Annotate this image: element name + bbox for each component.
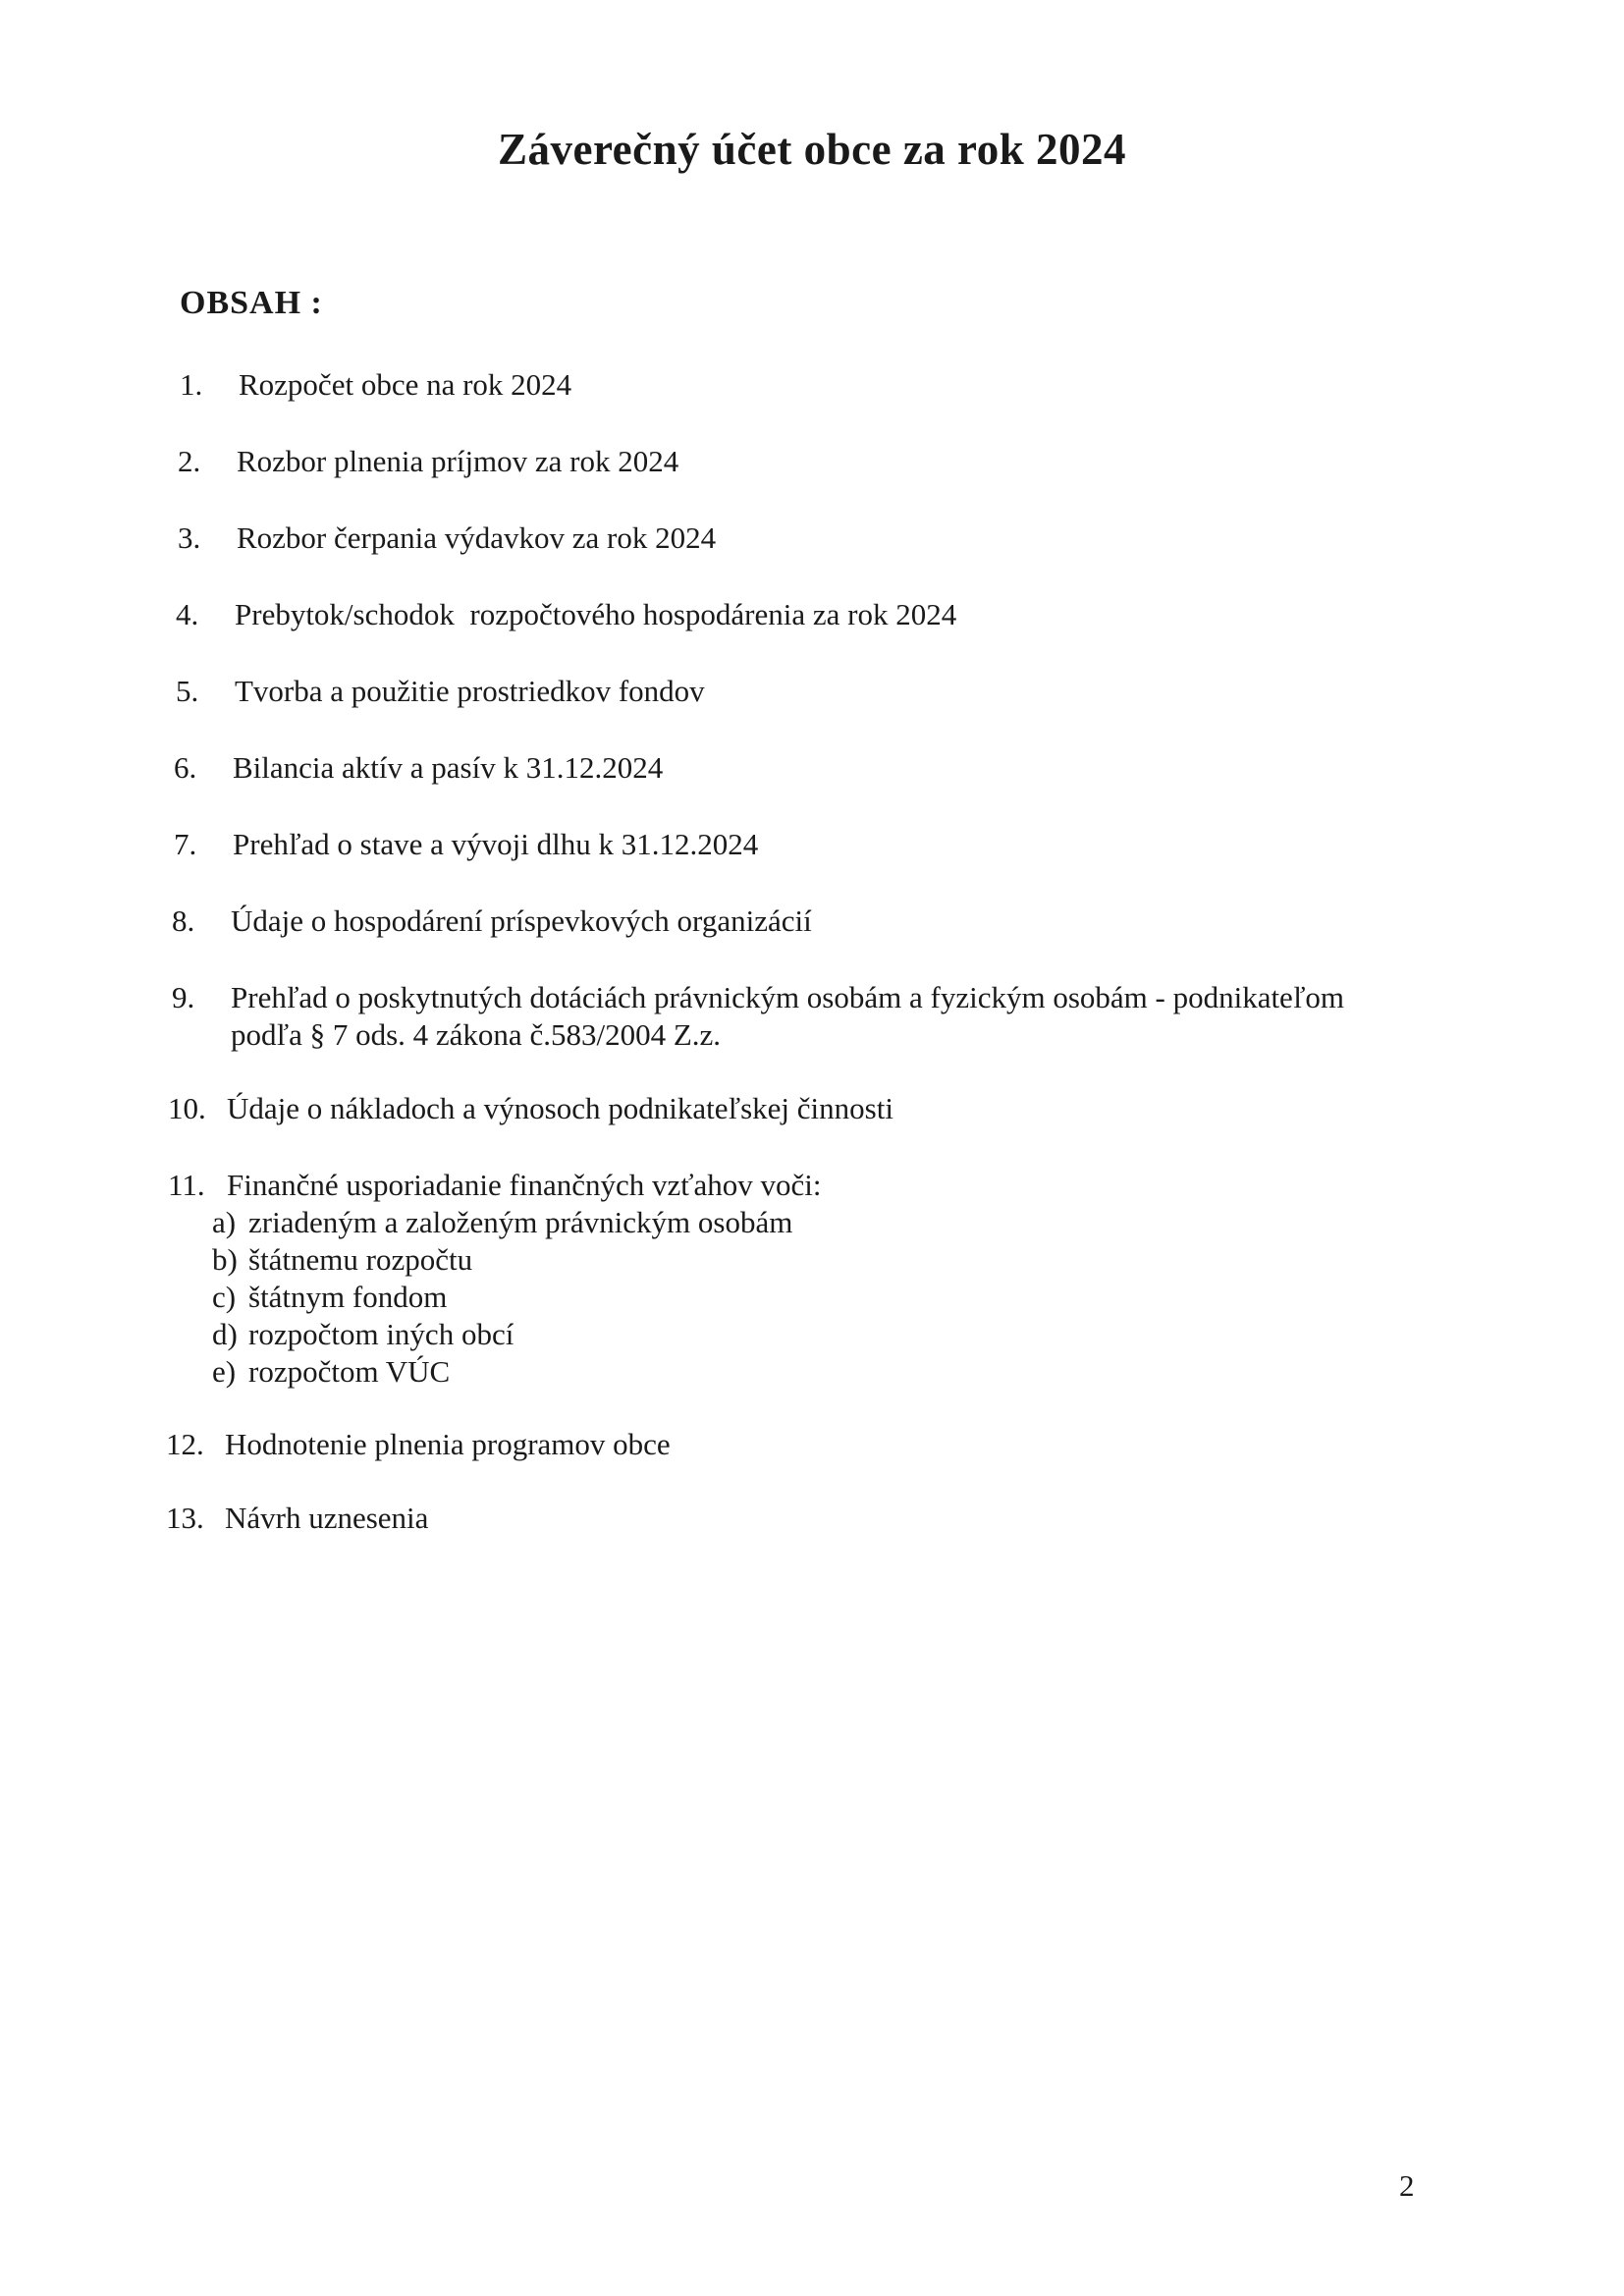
toc-sub-text: zriadeným a založeným právnickým osobám: [248, 1205, 793, 1239]
toc-item-text: Finančné usporiadanie finančných vzťahov voči:: [227, 1168, 822, 1202]
toc-item-1: [180, 366, 571, 404]
toc-item-text: Údaje o nákladoch a výnosoch podnikateľskej činnosti: [227, 1091, 893, 1125]
toc-sub-text: rozpočtom iných obcí: [248, 1317, 514, 1351]
toc-item-text: Údaje o hospodárení príspevkových organizácií: [231, 903, 812, 938]
toc-sub-letter: e): [212, 1354, 237, 1389]
toc-item-text: Prehľad o stave a vývoji dlhu k 31.12.2024: [233, 827, 759, 861]
toc-sub-letter: d): [212, 1317, 238, 1351]
toc-item-number: 10.: [168, 1091, 206, 1125]
toc-sub-item-d: [168, 1316, 821, 1353]
toc-item-number: 8.: [172, 903, 195, 938]
toc-item-text-continued: podľa § 7 ods. 4 zákona č.583/2004 Z.z.: [231, 1017, 722, 1052]
toc-sub-item-b: [168, 1241, 821, 1279]
toc-item-number: 1.: [180, 367, 203, 402]
document-title: Záverečný účet obce za rok 2024: [498, 125, 1126, 174]
toc-item-text: Rozbor plnenia príjmov za rok 2024: [237, 444, 679, 478]
toc-sub-item-c: [168, 1279, 821, 1316]
toc-sub-list: [168, 1204, 821, 1391]
toc-item-12: [166, 1426, 671, 1463]
toc-item-number: 11.: [168, 1168, 205, 1202]
toc-item-number: 5.: [176, 674, 199, 708]
toc-sub-letter: b): [212, 1242, 238, 1277]
toc-item-13: [166, 1500, 428, 1537]
toc-item-text: Rozpočet obce na rok 2024: [239, 367, 572, 402]
toc-item-number: 4.: [176, 597, 199, 631]
toc-item-9: [172, 979, 1344, 1054]
toc-item-text: Tvorba a použitie prostriedkov fondov: [235, 674, 705, 708]
toc-item-text: Návrh uznesenia: [225, 1501, 429, 1535]
toc-item-text: Rozbor čerpania výdavkov za rok 2024: [237, 520, 717, 555]
toc-sub-item-a: [168, 1204, 821, 1241]
toc-heading: OBSAH :: [180, 285, 323, 321]
toc-item-text: Hodnotenie plnenia programov obce: [225, 1427, 671, 1461]
toc-sub-item-e: [168, 1353, 821, 1391]
toc-item-number: 13.: [166, 1501, 204, 1535]
toc-item-number: 12.: [166, 1427, 204, 1461]
toc-item-number: 2.: [178, 444, 201, 478]
toc-sub-letter: c): [212, 1280, 237, 1314]
toc-item-5: [176, 673, 705, 710]
toc-item-10: [168, 1090, 893, 1127]
toc-item-4: [176, 596, 956, 633]
toc-item-number: 7.: [174, 827, 197, 861]
toc-item-text: Prehľad o poskytnutých dotáciách právnickým osobám a fyzickým osobám - podnikateľom: [231, 980, 1345, 1014]
toc-item-text: Prebytok/schodok rozpočtového hospodárenia za rok 2024: [235, 597, 957, 631]
toc-item-number: 3.: [178, 520, 201, 555]
toc-item-2: [178, 443, 678, 480]
toc-sub-text: štátnemu rozpočtu: [248, 1242, 473, 1277]
toc-sub-text: rozpočtom VÚC: [248, 1354, 451, 1389]
toc-item-number: 9.: [172, 980, 195, 1014]
page-number: 2: [1399, 2168, 1415, 2203]
toc-item-6: [174, 749, 663, 787]
toc-sub-text: štátnym fondom: [248, 1280, 448, 1314]
toc-item-text: Bilancia aktív a pasív k 31.12.2024: [233, 750, 664, 785]
toc-item-3: [178, 519, 716, 557]
toc-item-11: [168, 1167, 821, 1391]
toc-item-number: 6.: [174, 750, 197, 785]
toc-item-7: [174, 826, 758, 863]
toc-sub-letter: a): [212, 1205, 237, 1239]
toc-item-8: [172, 902, 812, 940]
